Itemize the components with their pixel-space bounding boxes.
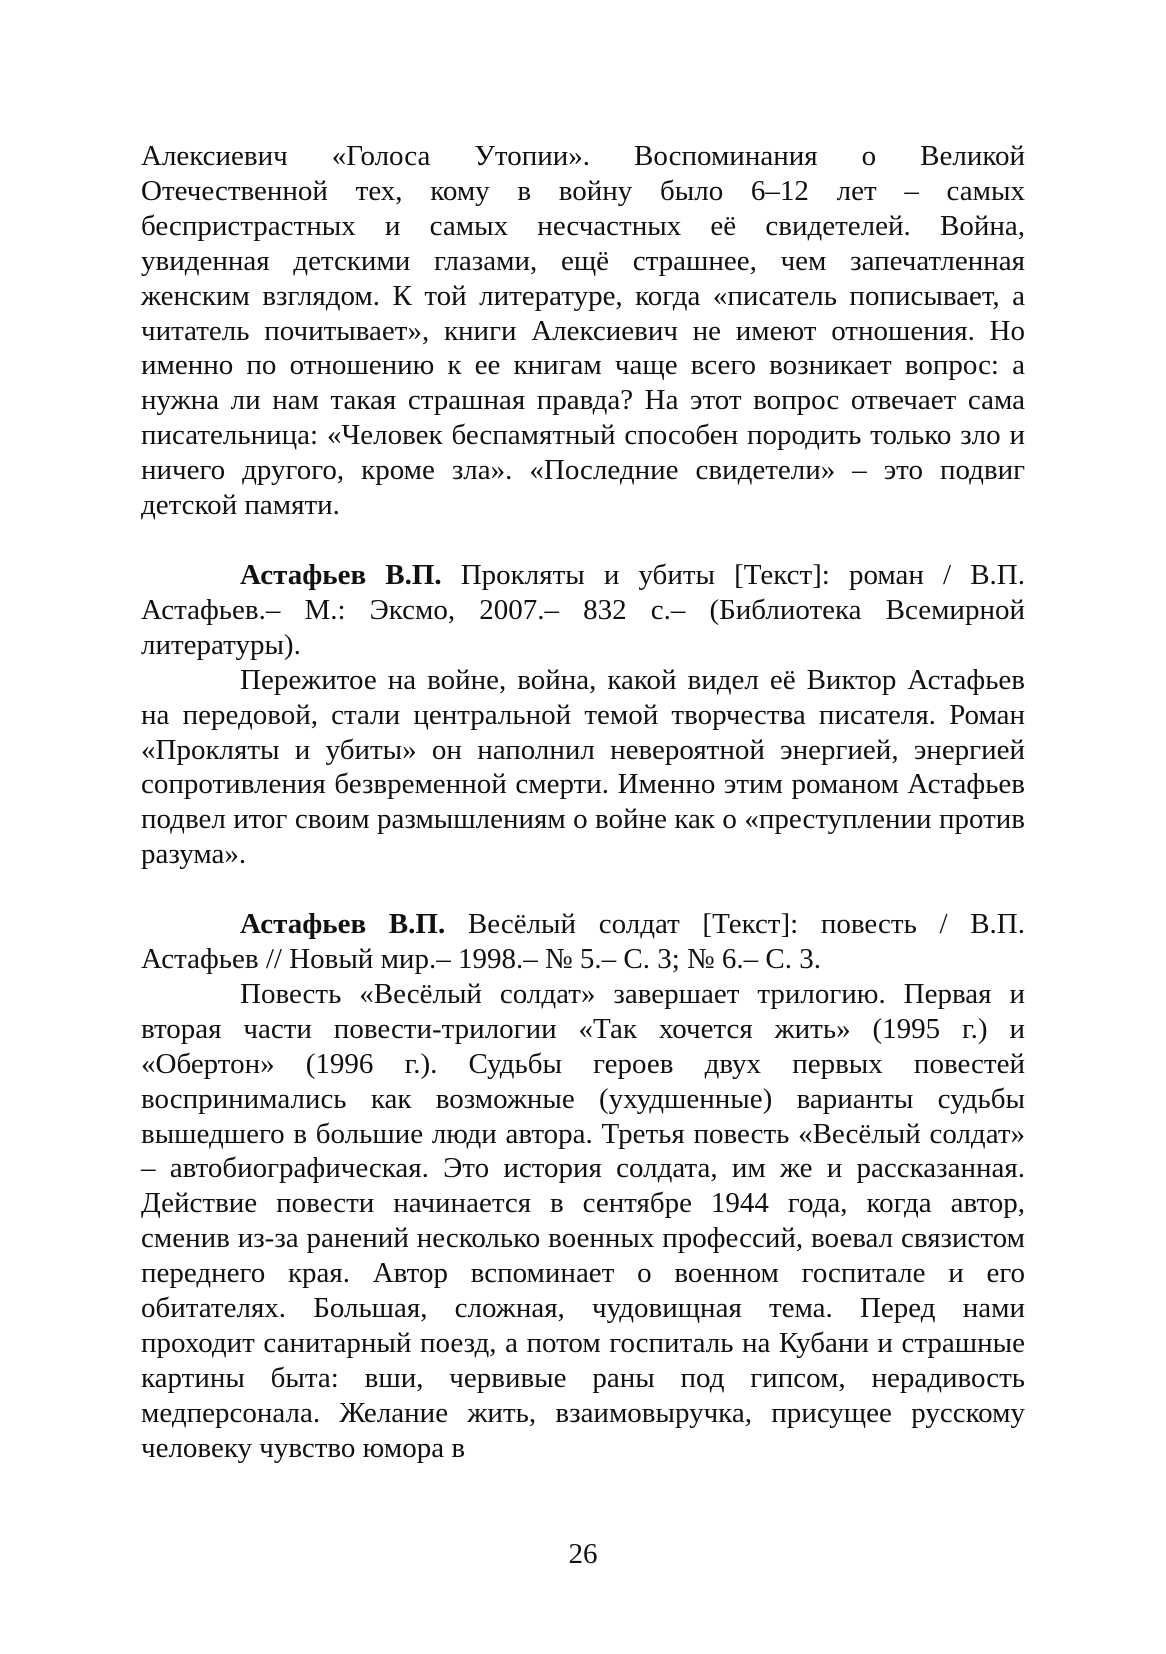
entry-annotation: Пережитое на войне, война, какой видел её Виктор Астафьев на передовой, стали центральной темой творчества писателя. Роман «Прокляты и убиты» он наполнил невероятной энергией, энергией сопротивления безвременной смерти. Именно этим романом Астафьев подвел итог своим размышлениям о войне как о «преступлении против разума».: [141, 663, 1025, 871]
entry-author: Астафьев В.П.: [240, 908, 446, 941]
page-number: 26: [568, 1538, 598, 1570]
bibliography-entry: [141, 558, 1025, 663]
spacer: [141, 523, 1025, 558]
entry-author: Астафьев В.П.: [240, 558, 442, 591]
bibliography-entry: [141, 907, 1025, 977]
entry-citation: Прокляты и убиты [Текст]: роман / В.П. Астафьев.– М.: Эксмо, 2007.– 832 с.– (Библиотека Всемирной литературы).: [141, 558, 1025, 661]
entry-citation: Весёлый солдат [Текст]: повесть / В.П. Астафьев // Новый мир.– 1998.– № 5.– С. 3; № 6.– С. 3.: [141, 908, 1025, 976]
page-body: [141, 139, 1025, 1466]
paragraph-continuation: Алексиевич «Голоса Утопии». Воспоминания о Великой Отечественной тех, кому в войну было 6–12 лет – самых беспристрастных и самых несчастных её свидетелей. Война, увиденная детскими глазами, ещё страшнее, чем запечатленная женским взглядом. К той литературе, когда «писатель пописывает, а читатель почитывает», книги Алексиевич не имеют отношения. Но именно по отношению к ее книгам чаще всего возникает вопрос: а нужна ли нам такая страшная правда? На этот вопрос отвечает сама писательница: «Человек беспамятный способен породить только зло и ничего другого, кроме зла». «Последние свидетели» – это подвиг детской памяти.: [141, 140, 1025, 522]
entry-annotation: Повесть «Весёлый солдат» завершает трилогию. Первая и вторая части повести-трилогии «Так хочется жить» (1995 г.) и «Обертон» (1996 г.). Судьбы героев двух первых повестей воспринимались как возможные (ухудшенные) варианты судьбы вышедшего в большие люди автора. Третья повесть «Весёлый солдат» – автобиографическая. Это история солдата, им же и рассказанная. Действие повести начинается в сентябре 1944 года, когда автор, сменив из-за ранений несколько военных профессий, воевал связистом переднего края. Автор вспоминает о военном госпитале и его обитателях. Большая, сложная, чудовищная тема. Перед нами проходит санитарный поезд, а потом госпиталь на Кубани и страшные картины быта: вши, червивые раны под гипсом, нерадивость медперсонала. Желание жить, взаимовыручка, присущее русскому человеку чувство юмора в: [141, 977, 1025, 1464]
spacer: [141, 872, 1025, 907]
